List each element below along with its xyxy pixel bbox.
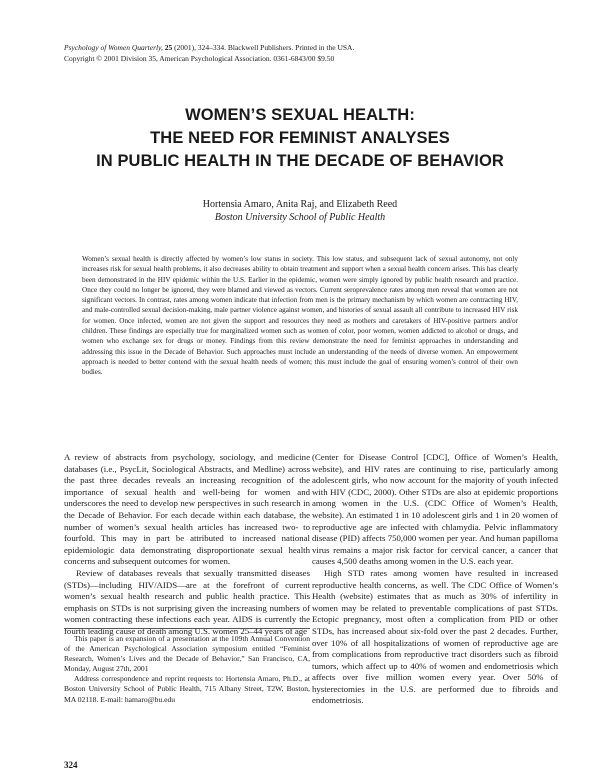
citation-details: (2001), 324–334. Blackwell Publishers. Printed in the USA. [174,43,355,52]
author-affiliation: Boston University School of Public Health [214,212,386,223]
article-title [40,104,560,173]
copyright-line: Copyright © 2001 Division 35, American Psychological Association. 0361-6843/00 $9.50 [64,54,335,63]
body-paragraph: A review of abstracts from psychology, sociology, and medicine databases (i.e., PsycLit, Sociological Abstracts, and Medline) across the past three decades reveals an increasing recognition of the importance of sexual health and well-being for women and underscores the need to develop new perspectives in such research in the Decade of Behavior. For each decade within each database, the number of women’s sexual health articles has increased two- to fourfold. This may in part be attributed to increased national epidemiologic data demonstrating disproportionate sexual health concerns and subsequent outcomes for women. [64,452,310,567]
title-line-1: WOMEN’S SEXUAL HEALTH: [185,106,415,124]
body-paragraph: High STD rates among women have resulted in increased reproductive health concerns, as well. The CDC Office of Women’s Health (website) estimates that as much as 30% of infertility in women may be related to preventable complications of past STDs. Ectopic pregnancy, most often a complication from PID or other STDs, has increased about six-fold over the past 2 decades. Further, over 10% of all hospitalizations of women of reproductive age are from complications from reproductive tract disorders such as fibroid tumors, which affect up to 40% of women and endometriosis which affects over five million women every year. Over 50% of hysterectomies in the U.S. are performed due to fibroids and endometriosis. [312,567,558,706]
journal-header [64,42,354,64]
journal-volume: 25 [164,43,173,52]
footnotes [64,634,310,705]
footnote-presentation: This paper is an expansion of a presentation at the 109th Annual Convention of the American Psychological Association symposium entitled “Feminist Research, Women’s Lives and the Decade of Behavior,” San Francisco, CA, Monday, August 27th, 2001 [64,634,310,674]
abstract: Women’s sexual health is directly affected by women’s low status in society. This low status, and subsequent lack of sexual autonomy, not only increases risk for sexual health problems, it also decreases ability to obtain treatment and support when a sexual health concern arises. This has clearly been demonstrated in the HIV epidemic within the U.S. Earlier in the epidemic, women were simply ignored by public health research and practice. Once they could no longer be ignored, they were blamed and viewed as vectors. Current seroprevalence rates among men reveal that women are not significant vectors. In contrast, rates among women indicate that infection from men is the primary mechanism by which women are contracting HIV, and male-controlled sexual decision-making, male partner violence against women, and histories of sexual assault all contribute to increased HIV risk for women. Once infected, women are not given the support and resources they need as mothers and caretakers of HIV-positive partners and/or children. These findings are especially true for marginalized women such as women of color, poor women, women addicted to alcohol or drugs, and women who exchange sex for drugs or money. Findings from this review demonstrate the need for feminist approaches in understanding and addressing this issue in the Decade of Behavior. Such approaches must include an understanding of the needs of diverse women. An empowerment approach is needed to better contend with the sexual health needs of women; this must include the goal of ensuring women’s control of their own bodies. [82,255,518,377]
body-paragraph: Review of databases reveals that sexually transmitted diseases (STDs)—including HIV/AIDS—are at the forefront of current women’s sexual health research and public health practice. This emphasis on STDs is not surprising given the increasing numbers of women contracting these infections each year. AIDS is currently the fourth leading cause of death among U.S. women 25–44 years of age [64,567,310,636]
journal-name: Psychology of Women Quarterly, [64,43,163,52]
citation-line [64,42,354,53]
footnote-correspondence: Address correspondence and reprint requests to: Hortensia Amaro, Ph.D., at Boston University School of Public Health, 715 Albany Street, T2W, Boston, MA 02118. E-mail: hamaro@bu.edu [64,674,310,704]
title-line-3: IN PUBLIC HEALTH IN THE DECADE OF BEHAVIOR [96,152,504,170]
author-block [180,198,420,224]
body-paragraph: (Center for Disease Control [CDC], Office of Women’s Health, website), and HIV rates are continuing to rise, particularly among adolescent girls, who now account for the majority of youth infected with HIV (CDC, 2000). Other STDs are also at epidemic proportions among women in the U.S. (CDC Office of Women’s Health, website). An estimated 1 in 10 adolescent girls and 1 in 20 women of reproductive age are infected with chlamydia. Pelvic inflammatory disease (PID) affects 750,000 women per year. And human papilloma virus remains a major risk factor for cervical cancer, a cancer that causes 4,500 deaths among women in the U.S. each year. [312,452,558,567]
title-line-2: THE NEED FOR FEMINIST ANALYSES [150,129,450,147]
author-names: Hortensia Amaro, Anita Raj, and Elizabeth Reed [202,199,398,210]
footnote-divider [64,628,310,629]
page-number: 324 [64,760,78,770]
body-column-right [312,452,558,707]
body-column-left [64,452,310,638]
